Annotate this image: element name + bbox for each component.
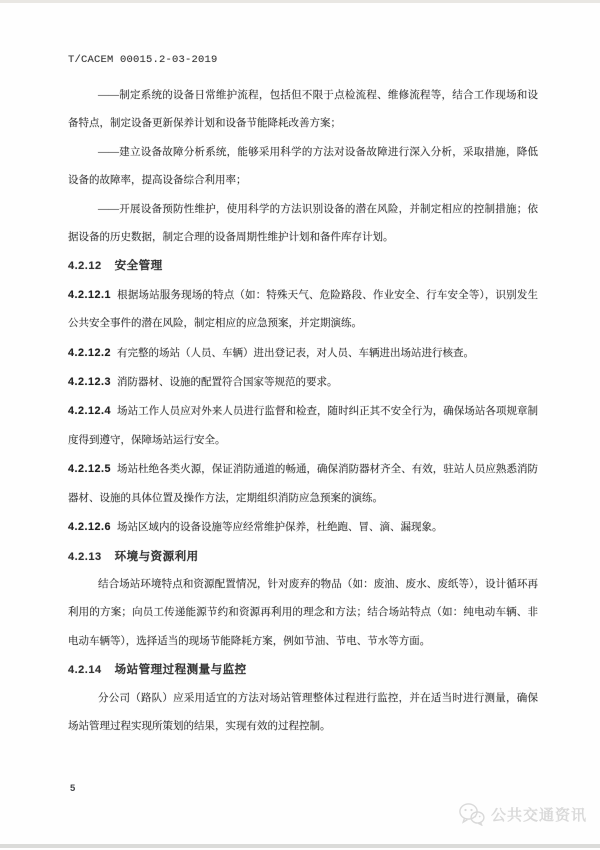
- clause-number: 4.2.12.2: [68, 346, 112, 359]
- section-title: 安全管理: [114, 260, 163, 273]
- section-title: 环境与资源利用: [114, 550, 199, 563]
- paragraph-text: ——制定系统的设备日常维护流程，包括但不限于点检流程、维修流程等，结合工作现场和设备特点，制定设备更新保养计划和设备节能降耗改善方案；: [68, 90, 538, 130]
- clause-text: 有完整的场站（人员、车辆）进出登记表，对人员、车辆进出场站进行核查。: [117, 347, 475, 359]
- section-title: 场站管理过程测量与监控: [114, 664, 247, 677]
- clause-text: 消防器材、设施的配置符合国家等规范的要求。: [117, 377, 338, 389]
- watermark: [458, 802, 587, 826]
- clause-paragraph: [68, 513, 538, 542]
- page-top-edge: [0, 0, 600, 3]
- clause-paragraph: [68, 368, 538, 397]
- paragraph-text: ——建立设备故障分析系统，能够采用科学的方法对设备故障进行深入分析，采取措施，降低设备的故障率，提高设备综合利用率；: [68, 146, 538, 187]
- section-number: 4.2.14: [68, 664, 102, 677]
- clause-number: 4.2.12.1: [68, 288, 112, 301]
- section-heading: [68, 543, 538, 571]
- clause-number: 4.2.12.5: [68, 463, 112, 476]
- clause-paragraph: [68, 281, 538, 339]
- clause-paragraph: [68, 339, 538, 368]
- page-number: 5: [70, 783, 76, 794]
- section-heading: [68, 252, 538, 280]
- body-paragraph: [68, 685, 538, 742]
- clause-paragraph: [68, 397, 538, 455]
- paragraph-text: 分公司（路队）应采用适宜的方法对场站管理整体过程进行监控，并在适当时进行测量，确保场站管理过程实现所策划的结果，实现有效的过程控制。: [68, 692, 538, 732]
- clause-text: 场站杜绝各类火源，保证消防通道的畅通，确保消防器材齐全、有效，驻站人员应熟悉消防器材、设施的具体位置及操作方法，定期组织消防应急预案的演练。: [68, 464, 538, 504]
- body-paragraph: [68, 571, 538, 656]
- section-heading: [68, 656, 538, 684]
- bullet-paragraph: [68, 139, 538, 196]
- section-number: 4.2.13: [68, 550, 102, 563]
- paragraph-text: 结合场站环境特点和资源配置情况，针对废弃的物品（如：废油、废水、废纸等），设计循环再利用的方案；向员工传递能源节约和资源再利用的理念和方法；结合场站特点（如：纯电动车辆、非电动车辆等），选择适当的现场节能降耗方案，例如节油、节电、节水等方面。: [68, 578, 538, 647]
- watermark-label: 公共交通资讯: [491, 806, 588, 824]
- paragraph-text: ——开展设备预防性维护，使用科学的方法识别设备的潜在风险，并制定相应的控制措施；依据设备的历史数据，制定合理的设备周期性维护计划和备件库存计划。: [68, 203, 538, 244]
- clause-text: 场站区域内的设备设施等应经常维护保养，杜绝跑、冒、滴、漏现象。: [117, 522, 443, 534]
- standard-number-header: T/CACEM 00015.2-03-2019: [68, 54, 218, 66]
- document-body: [68, 82, 538, 741]
- clause-paragraph: [68, 455, 538, 513]
- clause-number: 4.2.12.6: [68, 521, 112, 534]
- clause-text: 根据场站服务现场的特点（如：特殊天气、危险路段、作业安全、行车安全等），识别发生公共安全事件的潜在风险，制定相应的应急预案，并定期演练。: [68, 289, 538, 330]
- bullet-paragraph: [68, 196, 538, 253]
- page-bottom-edge: [0, 844, 600, 848]
- clause-number: 4.2.12.4: [68, 405, 112, 418]
- bullet-paragraph: [68, 82, 538, 139]
- wechat-icon: [458, 802, 485, 826]
- section-number: 4.2.12: [68, 260, 102, 273]
- clause-text: 场站工作人员应对外来人员进行监督和检查，随时纠正其不安全行为，确保场站各项规章制度得到遵守，保障场站运行安全。: [68, 406, 538, 446]
- clause-number: 4.2.12.3: [68, 376, 112, 389]
